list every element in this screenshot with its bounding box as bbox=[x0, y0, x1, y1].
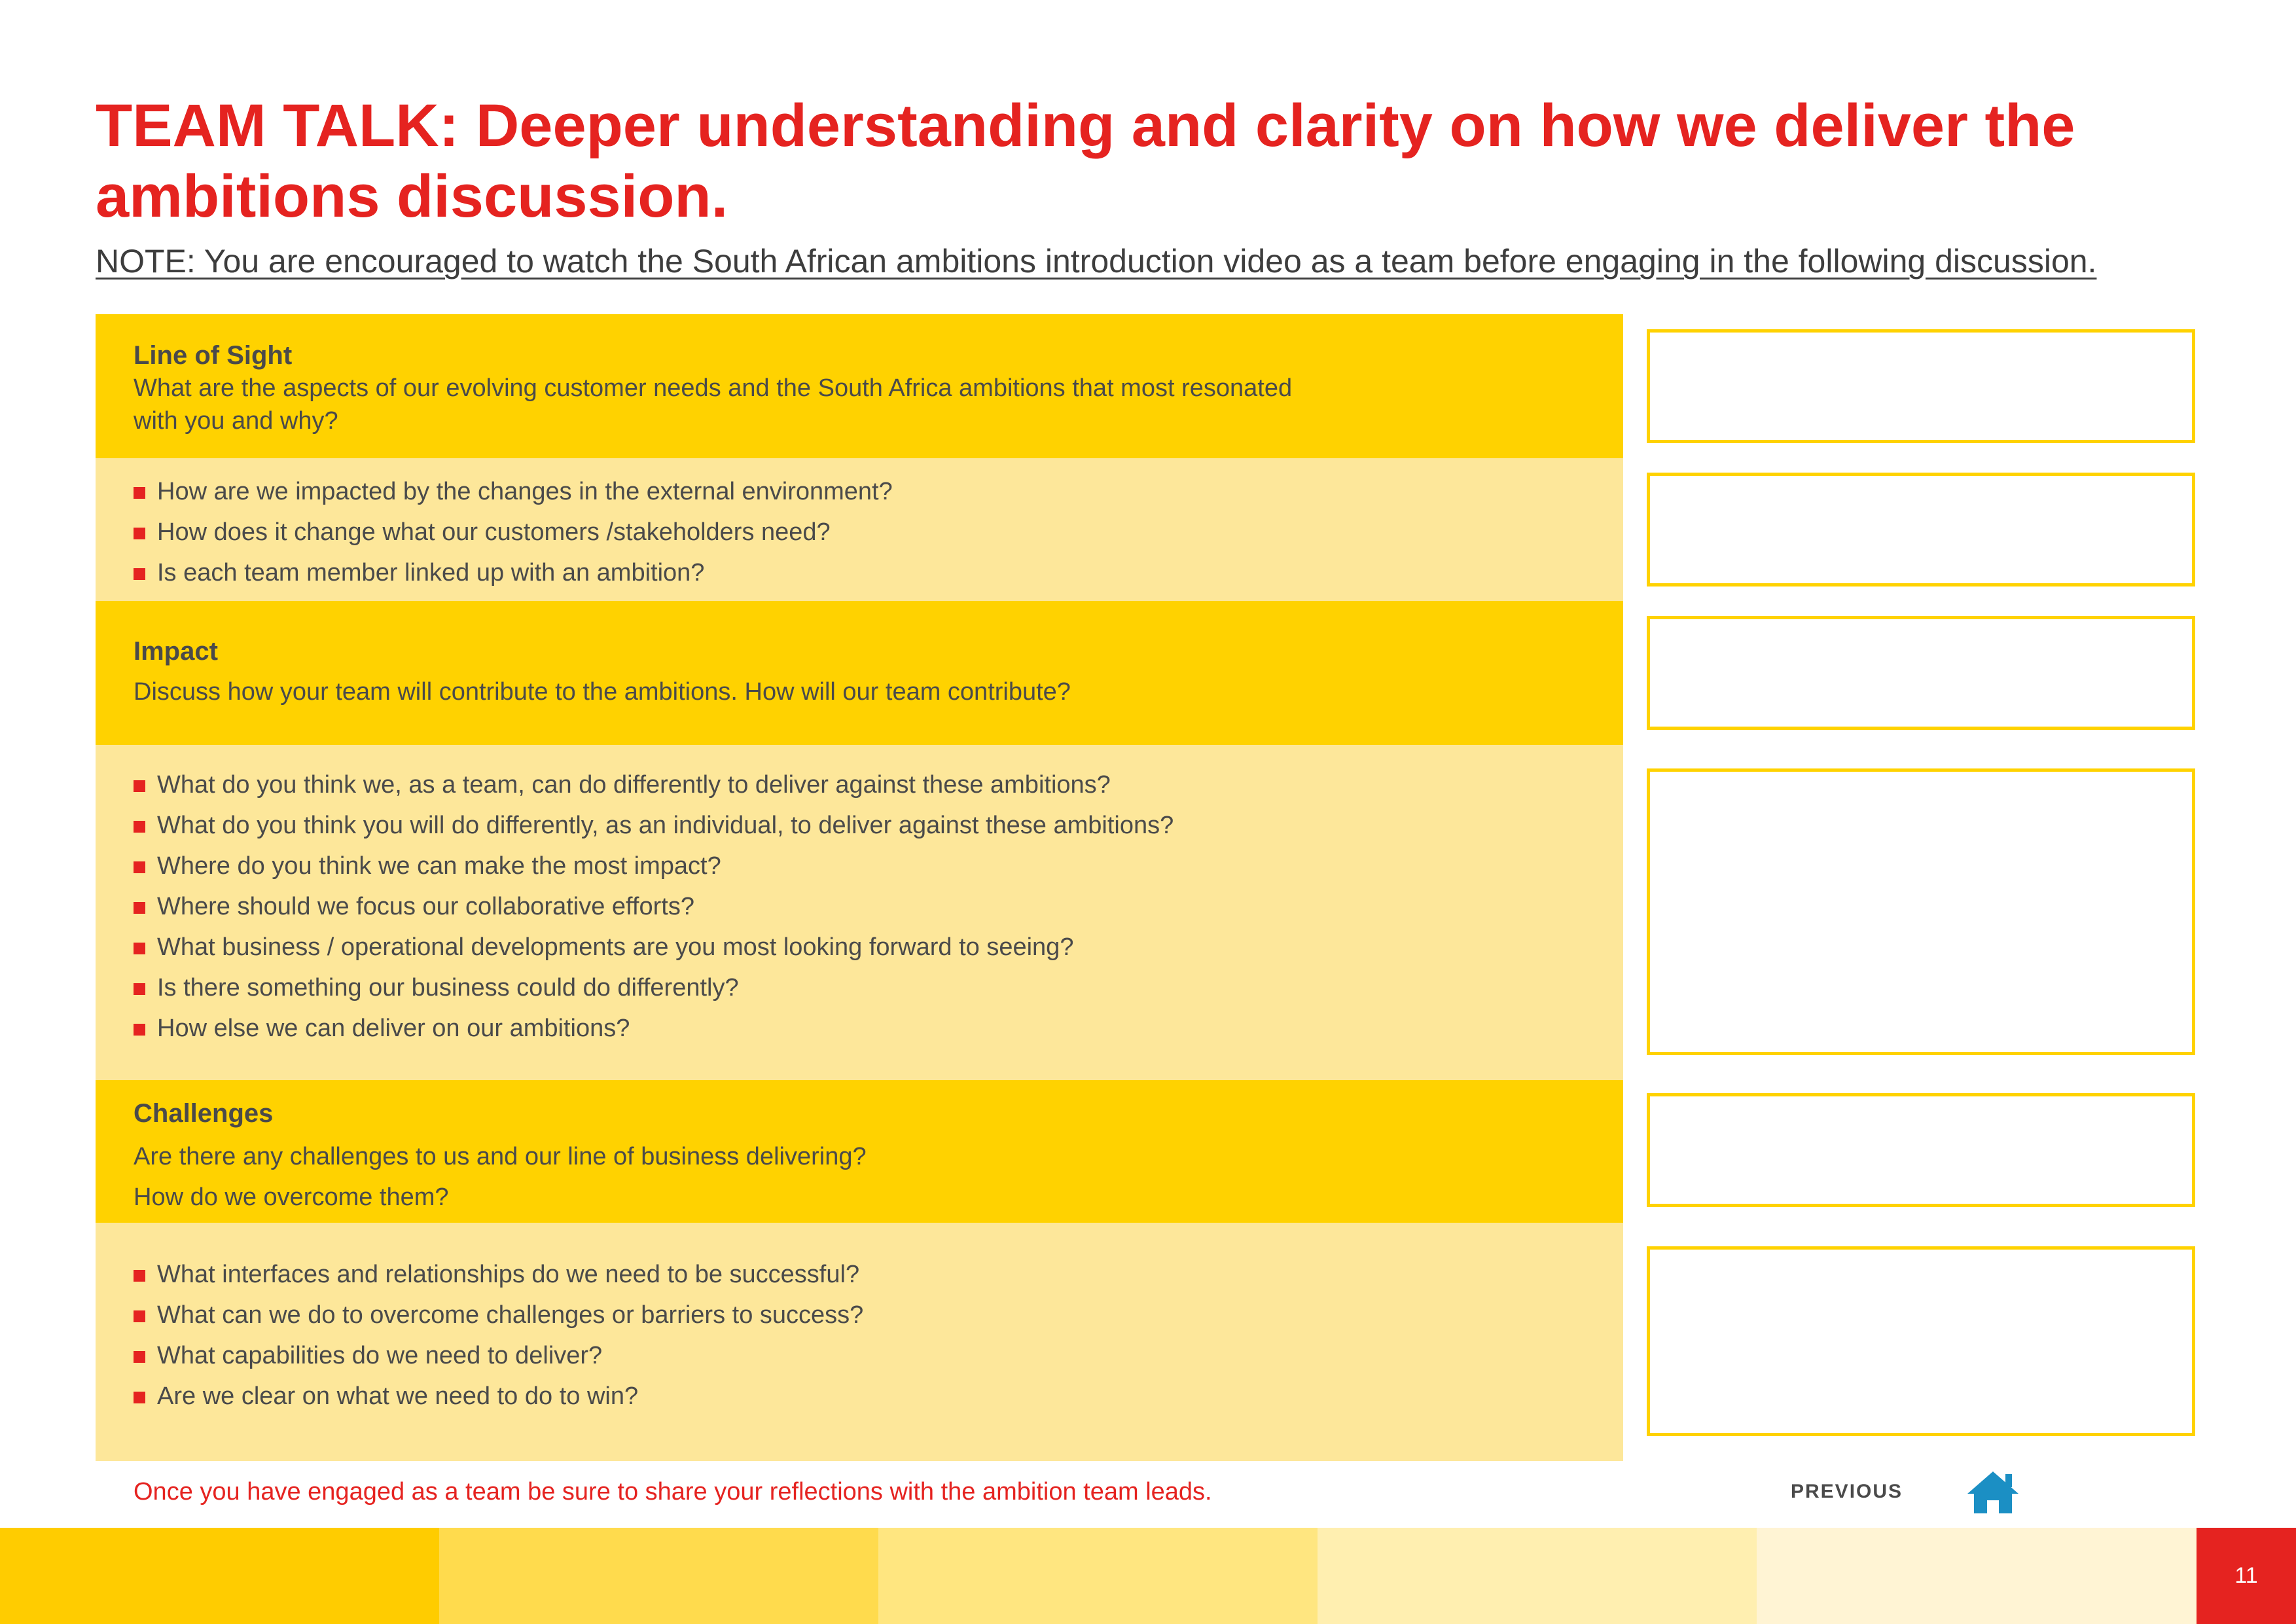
line-of-sight-header bbox=[96, 314, 1623, 458]
bullet-square-icon bbox=[134, 487, 145, 499]
list-item: How are we impacted by the changes in the external environment? bbox=[134, 471, 1623, 512]
list-item: Is each team member linked up with an ambition? bbox=[134, 552, 1623, 593]
line-of-sight-questions bbox=[96, 458, 1623, 601]
bullet-square-icon bbox=[134, 1024, 145, 1036]
bullet-square-icon bbox=[134, 821, 145, 833]
challenges-text-line2: How do we overcome them? bbox=[134, 1183, 449, 1211]
intro-note: NOTE: You are encouraged to watch the South African ambitions introduction video as a team before engaging in the following discussion. bbox=[96, 243, 2097, 280]
list-item: Are we clear on what we need to do to win? bbox=[134, 1376, 1623, 1416]
page-number: 11 bbox=[2197, 1528, 2296, 1624]
challenges-text-line1: Are there any challenges to us and our line of business delivering? bbox=[134, 1143, 867, 1170]
bullet-square-icon bbox=[134, 1310, 145, 1322]
response-box-line-of-sight-questions[interactable] bbox=[1647, 473, 2195, 586]
bullet-square-icon bbox=[134, 1392, 145, 1403]
previous-link[interactable]: PREVIOUS bbox=[1791, 1481, 1903, 1502]
bullet-square-icon bbox=[134, 902, 145, 914]
list-item: Where do you think we can make the most impact? bbox=[134, 846, 1623, 886]
bullet-square-icon bbox=[134, 983, 145, 995]
line-of-sight-text: What are the aspects of our evolving customer needs and the South Africa ambitions that most resonated with you and why? bbox=[134, 374, 1293, 435]
response-box-challenges-questions[interactable] bbox=[1647, 1246, 2195, 1436]
response-box-impact-questions[interactable] bbox=[1647, 768, 2195, 1055]
footer-strip-segment bbox=[439, 1528, 878, 1624]
list-item: What business / operational developments are you most looking forward to seeing? bbox=[134, 927, 1623, 967]
bullet-square-icon bbox=[134, 1351, 145, 1363]
footer-strip-segment bbox=[0, 1528, 439, 1624]
impact-text: Discuss how your team will contribute to the ambitions. How will our team contribute? bbox=[134, 678, 1071, 706]
list-item: How else we can deliver on our ambitions? bbox=[134, 1008, 1623, 1049]
footer-strip-segment bbox=[1757, 1528, 2197, 1624]
list-item: What do you think you will do differently, as an individual, to deliver against these ambitions? bbox=[134, 805, 1623, 846]
response-box-line-of-sight[interactable] bbox=[1647, 329, 2195, 443]
footer-note: Once you have engaged as a team be sure to share your reflections with the ambition team leads. bbox=[134, 1478, 1212, 1506]
list-item: How does it change what our customers /stakeholders need? bbox=[134, 512, 1623, 552]
challenges-header bbox=[96, 1080, 1623, 1223]
list-item: Where should we focus our collaborative efforts? bbox=[134, 886, 1623, 927]
challenges-heading: Challenges bbox=[134, 1099, 274, 1128]
footer-strip-segment bbox=[878, 1528, 1318, 1624]
bullet-square-icon bbox=[134, 528, 145, 539]
challenges-questions bbox=[96, 1223, 1623, 1461]
bullet-square-icon bbox=[134, 943, 145, 954]
list-item: What capabilities do we need to deliver? bbox=[134, 1335, 1623, 1376]
bullet-square-icon bbox=[134, 861, 145, 873]
impact-heading: Impact bbox=[134, 637, 218, 666]
home-icon[interactable] bbox=[1966, 1469, 2020, 1516]
bullet-square-icon bbox=[134, 780, 145, 792]
bullet-square-icon bbox=[134, 568, 145, 580]
list-item: What interfaces and relationships do we need to be successful? bbox=[134, 1254, 1623, 1295]
line-of-sight-heading: Line of Sight bbox=[134, 341, 293, 370]
list-item: Is there something our business could do differently? bbox=[134, 967, 1623, 1008]
list-item: What can we do to overcome challenges or barriers to success? bbox=[134, 1295, 1623, 1335]
response-box-impact[interactable] bbox=[1647, 616, 2195, 730]
footer-strip-segment bbox=[1318, 1528, 1757, 1624]
bullet-square-icon bbox=[134, 1270, 145, 1282]
response-box-challenges[interactable] bbox=[1647, 1093, 2195, 1207]
list-item: What do you think we, as a team, can do differently to deliver against these ambitions? bbox=[134, 765, 1623, 805]
discussion-panel bbox=[96, 314, 1623, 1461]
impact-questions bbox=[96, 745, 1623, 1080]
impact-header bbox=[96, 601, 1623, 745]
page-title: TEAM TALK: Deeper understanding and clarity on how we deliver the ambitions discussion. bbox=[96, 92, 2075, 230]
